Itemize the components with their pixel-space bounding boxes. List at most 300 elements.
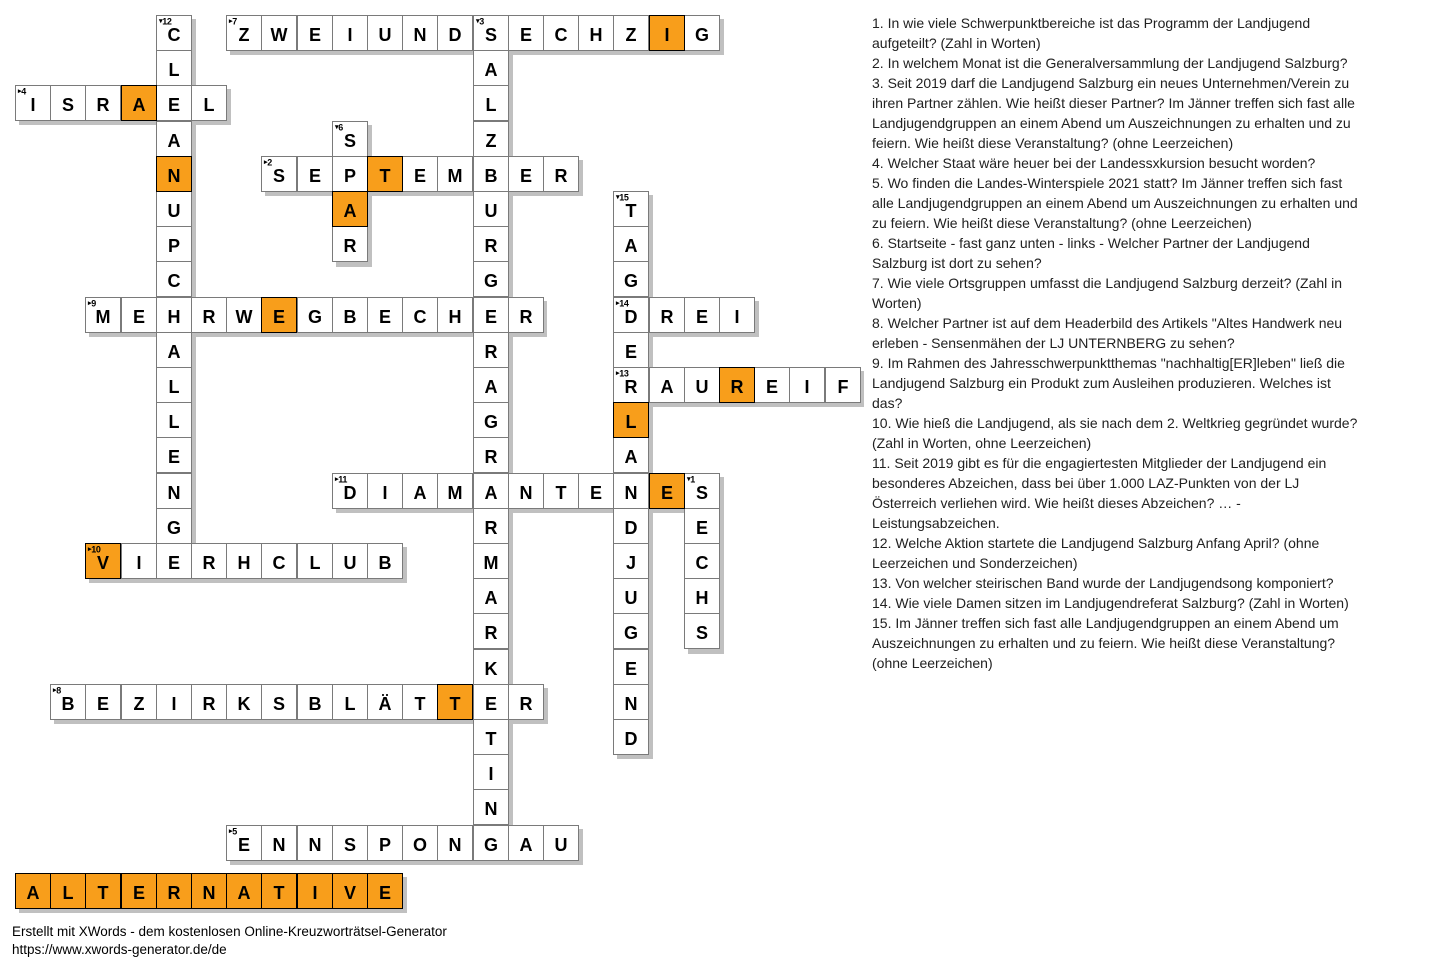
grid-cell[interactable] [402,684,438,720]
cell-letter: P [343,166,356,186]
grid-cell[interactable] [156,15,192,51]
grid-cell[interactable] [156,297,192,333]
cell-letter: J [625,553,636,573]
cell-letter: R [484,623,498,643]
grid-cell[interactable] [473,754,509,790]
clue-list [872,13,1360,673]
grid-cell[interactable] [332,473,368,509]
grid-cell[interactable] [156,332,192,368]
grid-cell[interactable] [332,543,368,579]
cell-letter: H [448,307,462,327]
cell-letter: E [237,835,250,855]
footer-credit: Erstellt mit XWords - dem kostenlosen Online-Kreuzworträtsel-Generator [12,924,447,939]
grid-cell[interactable] [261,156,297,192]
cell-letter: A [484,377,498,397]
down-arrow-icon: ▾ [476,18,480,25]
cell-letter: C [272,553,286,573]
grid-cell[interactable] [613,613,649,649]
cell-letter: E [167,553,180,573]
grid-cell[interactable] [473,367,509,403]
grid-cell[interactable] [508,825,544,861]
down-arrow-icon: ▾ [616,194,620,201]
clue-item: 5. Wo finden die Landes-Winterspiele 2021 statt? Im Jänner treffen sich fast alle Landjugendgruppen an einem Abend um Auszeichnungen zu erhalten und zu feiern. Wie heißt diese Veranstaltung? (ohne Leerzeichen) [872,175,1358,231]
clue-number: ▾15 [616,192,629,203]
grid-cell[interactable] [156,50,192,86]
right-arrow-icon: ▸ [616,300,620,307]
grid-cell[interactable] [226,684,262,720]
cell-letter: I [382,483,388,503]
grid-cell[interactable] [613,437,649,473]
cell-letter: K [484,659,498,679]
grid-cell[interactable] [508,15,544,51]
cell-letter: E [413,166,426,186]
grid-cell[interactable] [332,297,368,333]
grid-cell[interactable] [473,332,509,368]
grid-cell[interactable] [332,226,368,262]
cell-letter: A [519,835,533,855]
grid-cell[interactable] [508,684,544,720]
cell-letter: R [484,447,498,467]
grid-cell[interactable] [613,15,649,51]
cell-letter: R [484,236,498,256]
grid-cell[interactable] [473,649,509,685]
cell-letter: A [237,883,251,903]
cell-letter: K [237,694,251,714]
solution-cell[interactable] [332,873,368,909]
grid-cell[interactable] [473,543,509,579]
grid-cell[interactable] [613,649,649,685]
cell-letter: C [695,553,709,573]
cell-letter: H [167,307,181,327]
cell-letter: S [272,166,285,186]
grid-cell[interactable] [473,473,509,509]
solution-cell[interactable] [297,873,333,909]
grid-cell-orange[interactable] [121,85,157,121]
grid-cell[interactable] [473,825,509,861]
grid-cell[interactable] [473,50,509,86]
cell-letter: L [203,95,215,115]
grid-cell[interactable] [332,121,368,157]
cell-letter: E [132,883,145,903]
grid-cell[interactable] [191,85,227,121]
cell-letter: F [837,377,849,397]
grid-cell[interactable] [121,543,157,579]
cell-letter: C [167,271,181,291]
grid-cell[interactable] [437,473,473,509]
right-arrow-icon: ▸ [18,88,22,95]
grid-cell[interactable] [437,825,473,861]
cell-letter: I [347,25,353,45]
grid-cell[interactable] [684,613,720,649]
cell-letter: D [624,307,638,327]
cell-letter: A [484,483,498,503]
grid-cell[interactable] [473,156,509,192]
grid-cell[interactable] [156,508,192,544]
grid-cell-orange[interactable] [649,473,685,509]
right-arrow-icon: ▸ [229,18,233,25]
grid-cell-orange[interactable] [613,402,649,438]
grid-cell[interactable] [367,473,403,509]
grid-cell[interactable] [261,543,297,579]
grid-cell[interactable] [613,367,649,403]
cell-letter: E [96,694,109,714]
cell-letter: R [96,95,110,115]
grid-cell[interactable] [719,297,755,333]
cell-letter: E [695,307,708,327]
cell-letter: L [485,95,497,115]
grid-cell[interactable] [684,508,720,544]
solution-cell[interactable] [156,873,192,909]
grid-cell[interactable] [684,473,720,509]
grid-cell[interactable] [684,367,720,403]
cell-letter: G [694,25,709,45]
grid-cell[interactable] [332,15,368,51]
cell-letter: E [167,447,180,467]
grid-cell[interactable] [754,367,790,403]
grid-cell[interactable] [473,402,509,438]
grid-cell[interactable] [508,473,544,509]
clue-number: ▾12 [159,16,172,27]
solution-cell[interactable] [85,873,121,909]
cell-letter: N [167,166,181,186]
grid-cell[interactable] [156,367,192,403]
cell-letter: G [623,623,638,643]
cell-letter: A [413,483,427,503]
grid-cell-orange[interactable] [719,367,755,403]
grid-cell[interactable] [156,437,192,473]
cell-letter: R [202,694,216,714]
grid-cell[interactable] [684,15,720,51]
cell-letter: U [624,588,638,608]
grid-cell[interactable] [156,402,192,438]
cell-letter: A [167,131,181,151]
cell-letter: L [309,553,321,573]
grid-cell[interactable] [613,261,649,297]
grid-cell[interactable] [473,508,509,544]
grid-cell[interactable] [261,684,297,720]
cell-letter: E [624,342,637,362]
grid-cell[interactable] [613,543,649,579]
clue-number: ▸7 [229,16,237,27]
cell-letter: I [136,553,142,573]
grid-cell[interactable] [437,297,473,333]
grid-cell[interactable] [156,261,192,297]
grid-cell[interactable] [226,297,262,333]
cell-letter: N [519,483,533,503]
grid-cell[interactable] [473,226,509,262]
cell-letter: S [695,483,708,503]
cell-letter: T [485,729,497,749]
grid-cell[interactable] [473,437,509,473]
cell-letter: R [519,307,533,327]
grid-cell[interactable] [473,684,509,720]
right-arrow-icon: ▸ [229,828,233,835]
grid-cell[interactable] [226,825,262,861]
solution-cell[interactable] [191,873,227,909]
grid-cell[interactable] [437,156,473,192]
clue-item: 11. Seit 2019 gibt es für die engagiertesten Mitglieder der Landjugend ein besonderes Abzeichen, dass bei über 1.000 LAZ-Punkten von der LJ Österreich verliehen wird. Wie heißt dieses Abzeichen? … -Leistungsabzeichen. [872,455,1327,531]
right-arrow-icon: ▸ [264,159,268,166]
clue-number: ▸11 [335,474,348,485]
cell-letter: S [484,25,497,45]
grid-cell[interactable] [613,578,649,614]
cell-letter: D [343,483,357,503]
cell-letter: A [167,342,181,362]
grid-cell[interactable] [191,543,227,579]
down-arrow-icon: ▾ [687,476,691,483]
cell-letter: A [660,377,674,397]
grid-cell[interactable] [85,684,121,720]
grid-cell[interactable] [613,684,649,720]
grid-cell[interactable] [543,473,579,509]
cell-letter: H [237,553,251,573]
grid-cell[interactable] [437,15,473,51]
cell-letter: A [484,588,498,608]
grid-cell[interactable] [156,543,192,579]
clue-item: 10. Wie hieß die Landjugend, als sie nach dem 2. Weltkrieg gegründet wurde? (Zahl in Worten, ohne Leerzeichen) [872,415,1358,451]
cell-letter: L [168,60,180,80]
grid-cell[interactable] [121,684,157,720]
cell-letter: C [167,25,181,45]
solution-cell[interactable] [367,873,403,909]
grid-cell[interactable] [402,825,438,861]
cell-letter: R [624,377,638,397]
grid-cell[interactable] [332,684,368,720]
grid-cell[interactable] [613,473,649,509]
grid-cell[interactable] [156,85,192,121]
solution-cell[interactable] [50,873,86,909]
cell-letter: G [483,271,498,291]
grid-cell-orange[interactable] [261,297,297,333]
grid-cell[interactable] [684,543,720,579]
grid-cell[interactable] [684,297,720,333]
cell-letter: E [519,166,532,186]
grid-cell[interactable] [473,261,509,297]
grid-cell[interactable] [649,297,685,333]
clue-item: 8. Welcher Partner ist auf dem Headerbild des Artikels "Altes Handwerk neu erleben - Sensenmähen der LJ UNTERNBERG zu sehen? [872,315,1343,351]
cell-letter: V [343,883,356,903]
cell-letter: R [167,883,181,903]
grid-cell[interactable] [156,226,192,262]
grid-cell[interactable] [261,825,297,861]
cell-letter: S [343,835,356,855]
grid-cell[interactable] [156,191,192,227]
clue-item: 4. Welcher Staat wäre heuer bei der Landessxkursion besucht worden? [872,155,1316,171]
grid-cell[interactable] [613,332,649,368]
grid-cell[interactable] [297,156,333,192]
cell-letter: U [554,835,568,855]
cell-letter: H [695,588,709,608]
clue-item: 15. Im Jänner treffen sich fast alle Landjugendgruppen an einem Abend um Auszeichnungen zu erhalten und zu feiern. Wie heißt diese Veranstaltung? (ohne Leerzeichen) [872,615,1339,671]
grid-cell[interactable] [578,15,614,51]
cell-letter: D [448,25,462,45]
cell-letter: T [379,166,391,186]
cell-letter: I [312,883,318,903]
cell-letter: G [623,271,638,291]
cell-letter: I [171,694,177,714]
grid-cell[interactable] [613,719,649,755]
cell-letter: G [307,307,322,327]
clue-item: 6. Startseite - fast ganz unten - links - Welcher Partner der Landjugend Salzburg ist dort zu sehen? [872,235,1310,271]
grid-cell[interactable] [825,367,861,403]
clue-item: 3. Seit 2019 darf die Landjugend Salzburg ein neues Unternehmen/Verein zu ihren Partner zählen. Wie heißt dieser Partner? Im Jänner treffen sich fast alle Landjugendgruppen an einem Abend um Auszeichnungen zu erhalten und zu feiern. Wie heißt diese Veranstaltung? (ohne Leerzeichen) [872,75,1355,151]
cell-letter: E [589,483,602,503]
grid-cell[interactable] [789,367,825,403]
grid-cell[interactable] [613,226,649,262]
cell-letter: W [235,307,253,327]
grid-cell[interactable] [226,15,262,51]
grid-cell[interactable] [402,156,438,192]
grid-cell[interactable] [508,156,544,192]
down-arrow-icon: ▾ [159,18,163,25]
cell-letter: T [625,201,637,221]
cell-letter: D [624,729,638,749]
grid-cell[interactable] [297,297,333,333]
grid-cell[interactable] [156,121,192,157]
solution-cell[interactable] [226,873,262,909]
grid-cell[interactable] [297,543,333,579]
grid-cell[interactable] [226,543,262,579]
cell-letter: L [62,883,74,903]
grid-cell[interactable] [508,297,544,333]
grid-cell[interactable] [297,825,333,861]
grid-cell-orange[interactable] [85,543,121,579]
cell-letter: N [272,835,286,855]
clue-item: 12. Welche Aktion startete die Landjugend Salzburg Anfang April? (ohne Leerzeichen und Sonderzeichen) [872,535,1320,571]
cell-letter: T [414,694,426,714]
grid-cell[interactable] [85,85,121,121]
cell-letter: E [308,25,321,45]
cell-letter: T [449,694,461,714]
grid-cell[interactable] [402,297,438,333]
clue-number: ▸14 [616,298,629,309]
grid-cell[interactable] [156,684,192,720]
grid-cell[interactable] [367,15,403,51]
grid-cell[interactable] [613,297,649,333]
cell-letter: N [624,694,638,714]
cell-letter: N [484,799,498,819]
cell-letter: U [343,553,357,573]
cell-letter: N [624,483,638,503]
grid-cell[interactable] [613,191,649,227]
grid-cell[interactable] [613,508,649,544]
cell-letter: B [61,694,75,714]
grid-cell[interactable] [473,578,509,614]
grid-cell-orange[interactable] [332,191,368,227]
right-arrow-icon: ▸ [88,300,92,307]
solution-cell[interactable] [15,873,51,909]
grid-cell[interactable] [367,684,403,720]
grid-cell[interactable] [191,297,227,333]
grid-cell[interactable] [156,473,192,509]
grid-cell[interactable] [367,297,403,333]
grid-cell[interactable] [473,719,509,755]
cell-letter: E [167,95,180,115]
cell-letter: B [378,553,392,573]
cell-letter: B [484,166,498,186]
grid-cell[interactable] [473,85,509,121]
grid-cell[interactable] [367,543,403,579]
cell-letter: G [166,518,181,538]
right-arrow-icon: ▸ [616,370,620,377]
clue-item: 9. Im Rahmen des Jahresschwerpunktthemas "nachhaltig[ER]leben" ließ die Landjugend Salzburg ein Produkt zum Ausleihen produzieren. Welches ist das? [872,355,1345,411]
grid-cell[interactable] [50,684,86,720]
cell-letter: T [555,483,567,503]
grid-cell[interactable] [367,825,403,861]
grid-cell[interactable] [121,297,157,333]
grid-cell[interactable] [297,15,333,51]
grid-cell[interactable] [473,191,509,227]
cell-letter: M [483,553,499,573]
cell-letter: M [447,166,463,186]
grid-cell[interactable] [15,85,51,121]
grid-cell[interactable] [543,15,579,51]
cell-letter: R [730,377,744,397]
cell-letter: E [624,659,637,679]
grid-cell[interactable] [332,156,368,192]
right-arrow-icon: ▸ [88,546,92,553]
cell-letter: I [804,377,810,397]
cell-letter: T [273,883,285,903]
grid-cell-orange[interactable] [437,684,473,720]
cell-letter: R [484,342,498,362]
grid-cell-orange[interactable] [156,156,192,192]
cell-letter: H [589,25,603,45]
cell-letter: E [132,307,145,327]
grid-cell[interactable] [473,15,509,51]
grid-cell[interactable] [85,297,121,333]
cell-letter: N [167,483,181,503]
clue-number: ▸10 [88,544,101,555]
clue-number: ▾6 [335,122,343,133]
grid-cell[interactable] [543,156,579,192]
cell-letter: O [412,835,427,855]
grid-cell[interactable] [402,15,438,51]
cell-letter: A [343,201,357,221]
footer-url: https://www.xwords-generator.de/de [12,942,227,957]
grid-cell[interactable] [402,473,438,509]
clue-number: ▸2 [264,157,272,168]
grid-cell[interactable] [332,825,368,861]
grid-cell[interactable] [473,121,509,157]
solution-cell[interactable] [261,873,297,909]
down-arrow-icon: ▾ [335,124,339,131]
clue-item: 7. Wie viele Ortsgruppen umfasst die Landjugend Salzburg derzeit? (Zahl in Worten) [872,275,1343,311]
grid-cell-orange[interactable] [367,156,403,192]
cell-letter: L [344,694,356,714]
grid-cell[interactable] [50,85,86,121]
grid-cell[interactable] [578,473,614,509]
solution-cell[interactable] [121,873,157,909]
grid-cell[interactable] [191,684,227,720]
cell-letter: A [132,95,146,115]
grid-cell[interactable] [543,825,579,861]
grid-cell[interactable] [473,613,509,649]
cell-letter: N [202,883,216,903]
grid-cell[interactable] [473,297,509,333]
cell-letter: I [734,307,740,327]
cell-letter: S [61,95,74,115]
grid-cell[interactable] [473,789,509,825]
cell-letter: E [484,307,497,327]
clue-item: 2. In welchem Monat ist die Generalversammlung der Landjugend Salzburg? [872,55,1348,71]
grid-cell[interactable] [297,684,333,720]
grid-cell-orange[interactable] [649,15,685,51]
grid-cell[interactable] [684,578,720,614]
clue-number: ▸5 [229,826,237,837]
grid-cell[interactable] [649,367,685,403]
grid-cell[interactable] [261,15,297,51]
